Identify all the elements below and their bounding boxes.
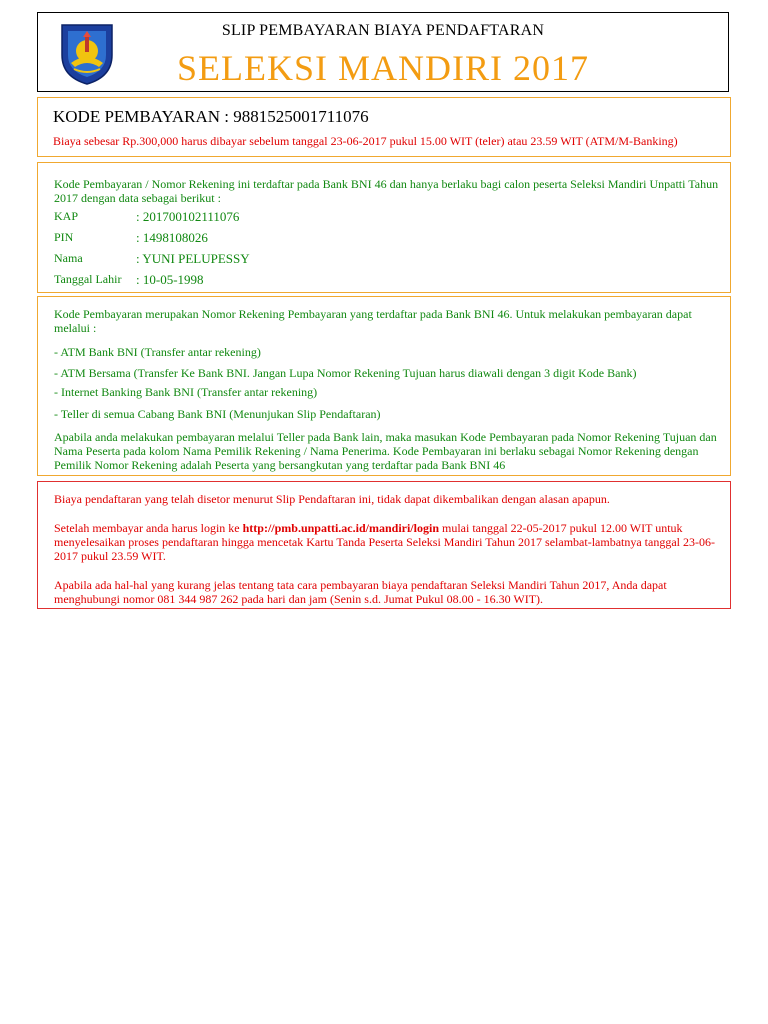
slip-subtitle: SLIP PEMBAYARAN BIAYA PENDAFTARAN [221, 22, 545, 39]
login-notice-suffix: mulai tanggal 22-05-2017 pukul 12.00 WIT untuk menyelesaikan proses pendaftaran hingga mencetak Kartu Tanda Peserta Seleksi Mandiri Tahun 2017 selambat-lambatnya tanggal 23-06-2017 pukul 23.59 WIT. [54, 521, 715, 563]
payment-methods-intro: Kode Pembayaran merupakan Nomor Rekening Pembayaran yang terdaftar pada Bank BNI 46. Untuk melakukan pembayaran dapat melalui : [54, 307, 692, 335]
payment-methods-box [37, 296, 731, 476]
payment-method-item: - ATM Bank BNI (Transfer antar rekening) [54, 345, 261, 359]
refund-notice: Biaya pendaftaran yang telah disetor menurut Slip Pendaftaran ini, tidak dapat dikembalikan dengan alasan apapun. [54, 492, 610, 506]
payment-code-box [37, 97, 731, 157]
field-value: : 1498108026 [136, 230, 208, 245]
important-notice-box [37, 481, 731, 609]
payment-code: KODE PEMBAYARAN : 9881525001711076 [53, 107, 369, 126]
header-box [37, 12, 729, 92]
payment-method-item: - ATM Bersama (Transfer Ke Bank BNI. Jangan Lupa Nomor Rekening Tujuan harus diawali dengan 3 digit Kode Bank) [54, 366, 637, 380]
payment-method-item: - Teller di semua Cabang Bank BNI (Menunjukan Slip Pendaftaran) [54, 407, 381, 421]
field-label: Tanggal Lahir [54, 272, 122, 286]
login-notice-prefix: Setelah membayar anda harus login ke [54, 521, 243, 535]
field-value: : 10-05-1998 [136, 272, 204, 287]
login-url-link[interactable]: http://pmb.unpatti.ac.id/mandiri/login [242, 521, 439, 535]
teller-note: Apabila anda melakukan pembayaran melalui Teller pada Bank lain, maka masukan Kode Pembayaran pada Nomor Rekening Tujuan dan Nama Peserta pada kolom Nama Pemilik Rekening / Nama Penerima. Kode Pembayaran ini berlaku sebagai Nomor Rekening dengan Pemilik Nomor Rekening adalah Peserta yang bersangkutan yang terdaftar pada Bank BNI 46 [54, 430, 717, 472]
login-notice [54, 521, 726, 563]
field-value: : YUNI PELUPESSY [136, 251, 250, 266]
contact-notice: Apabila ada hal-hal yang kurang jelas tentang tata cara pembayaran biaya pendaftaran Seleksi Mandiri Tahun 2017, Anda dapat menghubungi nomor 081 344 987 262 pada hari dan jam (Senin s.d. Jumat Pukul 08.00 - 16.30 WIT). [54, 578, 667, 606]
slip-title: SELEKSI MANDIRI 2017 [177, 48, 589, 88]
field-label: Nama [54, 251, 83, 265]
payment-method-item: - Internet Banking Bank BNI (Transfer antar rekening) [54, 385, 318, 399]
payment-deadline-note: Biaya sebesar Rp.300,000 harus dibayar sebelum tanggal 23-06-2017 pukul 15.00 WIT (teler) atau 23.59 WIT (ATM/M-Banking) [53, 134, 678, 148]
field-label: KAP [54, 209, 79, 223]
registration-intro: Kode Pembayaran / Nomor Rekening ini terdaftar pada Bank BNI 46 dan hanya berlaku bagi calon peserta Seleksi Mandiri Unpatti Tahun 2017 dengan data sebagai berikut : [54, 177, 719, 205]
registration-info-box [37, 162, 731, 293]
field-value: : 201700102111076 [136, 209, 240, 224]
field-label: PIN [54, 230, 74, 244]
